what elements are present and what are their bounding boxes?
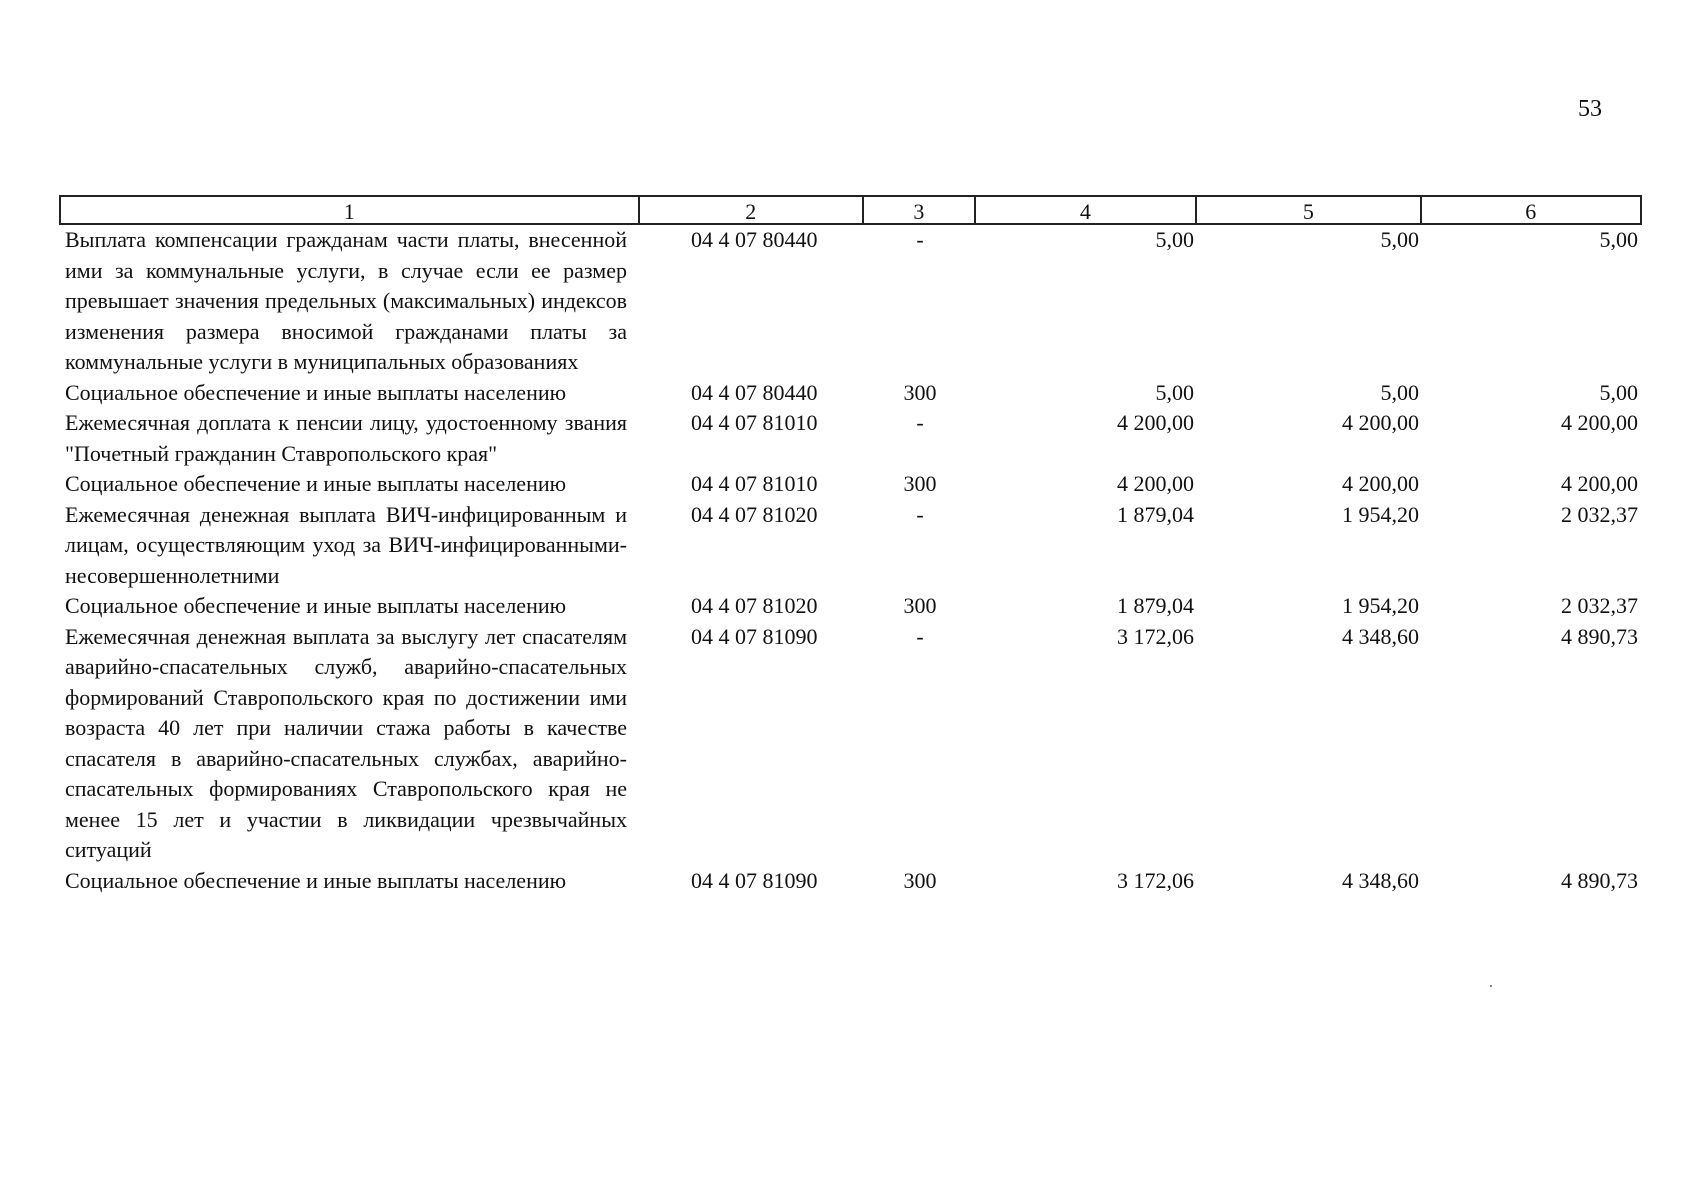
row-value-2: 1 954,20 xyxy=(1342,501,1419,527)
page-number: 53 xyxy=(1578,96,1602,122)
row-value-2: 1 954,20 xyxy=(1342,593,1419,618)
row-code: 04 4 07 80440 xyxy=(691,379,818,405)
row-name: Социальное обеспечение и иные выплаты населению xyxy=(65,593,567,618)
row-value-3: 2 032,37 xyxy=(1561,593,1638,618)
row-value-2: 4 200,00 xyxy=(1342,471,1419,496)
row-name: Социальное обеспечение и иные выплаты населению xyxy=(65,379,567,405)
table-row xyxy=(59,500,1642,592)
row-value-2: 4 200,00 xyxy=(1342,410,1419,435)
row-value-1: 3 172,06 xyxy=(1117,623,1194,649)
header-col-6: 6 xyxy=(1525,199,1537,224)
row-type: 300 xyxy=(903,379,937,405)
table-row xyxy=(59,591,1642,622)
row-value-1: 3 172,06 xyxy=(1117,867,1194,893)
table-row xyxy=(59,866,1642,897)
scan-speck xyxy=(1490,985,1492,987)
row-value-2: 4 348,60 xyxy=(1342,867,1419,893)
row-value-3: 2 032,37 xyxy=(1561,501,1638,527)
row-value-3: 4 890,73 xyxy=(1561,867,1638,893)
table-row xyxy=(59,408,1642,469)
row-name: Ежемесячная денежная выплата ВИЧ-инфицированным и лицам, осуществляющим уход за ВИЧ-инфицированными-несовершеннолетними xyxy=(65,501,627,588)
row-type: - xyxy=(916,623,924,649)
header-col-4: 4 xyxy=(976,197,1197,223)
row-value-2: 5,00 xyxy=(1380,227,1419,252)
row-type: 300 xyxy=(903,471,937,496)
row-code: 04 4 07 81020 xyxy=(691,593,818,618)
row-name: Ежемесячная денежная выплата за выслугу лет спасателям аварийно-спасательных служб, аварийно-спасательных формирований Ставропольского края по достижении ими возраста 40 лет при наличии стажа работы в качестве спасателя в аварийно-спасательных службах, аварийно-спасательных формированиях Ставропольского края не менее 15 лет и участии в ликвидации чрезвычайных ситуаций xyxy=(65,623,627,862)
row-value-1: 1 879,04 xyxy=(1117,593,1194,618)
row-name: Выплата компенсации гражданам части платы, внесенной ими за коммунальные услуги, в случае если ее размер превышает значения предельных (максимальных) индексов изменения размера вносимой гражданами платы за коммунальные услуги в муниципальных образованиях xyxy=(65,227,627,374)
header-col-2: 2 xyxy=(640,197,864,223)
row-type: 300 xyxy=(903,867,937,893)
row-name: Социальное обеспечение и иные выплаты населению xyxy=(65,471,567,496)
header-col-1: 1 xyxy=(61,197,640,223)
table-row xyxy=(59,622,1642,866)
row-type: - xyxy=(916,410,924,435)
table-body xyxy=(59,225,1642,896)
row-value-3: 5,00 xyxy=(1599,227,1638,252)
row-value-3: 4 890,73 xyxy=(1561,623,1638,649)
table-row xyxy=(59,225,1642,378)
row-code: 04 4 07 81010 xyxy=(691,471,818,496)
header-col-5: 5 xyxy=(1197,197,1421,223)
row-value-3: 4 200,00 xyxy=(1561,410,1638,435)
table-header xyxy=(59,195,1642,225)
header-col-3: 3 xyxy=(864,197,976,223)
row-value-1: 5,00 xyxy=(1155,379,1194,405)
row-type: 300 xyxy=(903,593,937,618)
table-row xyxy=(59,378,1642,409)
row-value-2: 5,00 xyxy=(1380,379,1419,405)
table-row xyxy=(59,469,1642,500)
row-value-1: 4 200,00 xyxy=(1117,410,1194,435)
row-value-1: 1 879,04 xyxy=(1117,501,1194,527)
row-value-2: 4 348,60 xyxy=(1342,623,1419,649)
row-code: 04 4 07 81090 xyxy=(691,867,818,893)
row-name: Социальное обеспечение и иные выплаты населению xyxy=(65,867,567,893)
row-value-1: 4 200,00 xyxy=(1117,471,1194,496)
row-type: - xyxy=(916,227,924,252)
row-code: 04 4 07 81090 xyxy=(691,623,818,649)
row-value-3: 5,00 xyxy=(1599,379,1638,405)
row-code: 04 4 07 81010 xyxy=(691,410,818,435)
row-code: 04 4 07 81020 xyxy=(691,501,818,527)
row-code: 04 4 07 80440 xyxy=(691,227,818,252)
row-type: - xyxy=(916,501,924,527)
row-value-3: 4 200,00 xyxy=(1561,471,1638,496)
row-name: Ежемесячная доплата к пенсии лицу, удостоенному звания "Почетный гражданин Ставропольского края" xyxy=(65,410,627,466)
row-value-1: 5,00 xyxy=(1155,227,1194,252)
